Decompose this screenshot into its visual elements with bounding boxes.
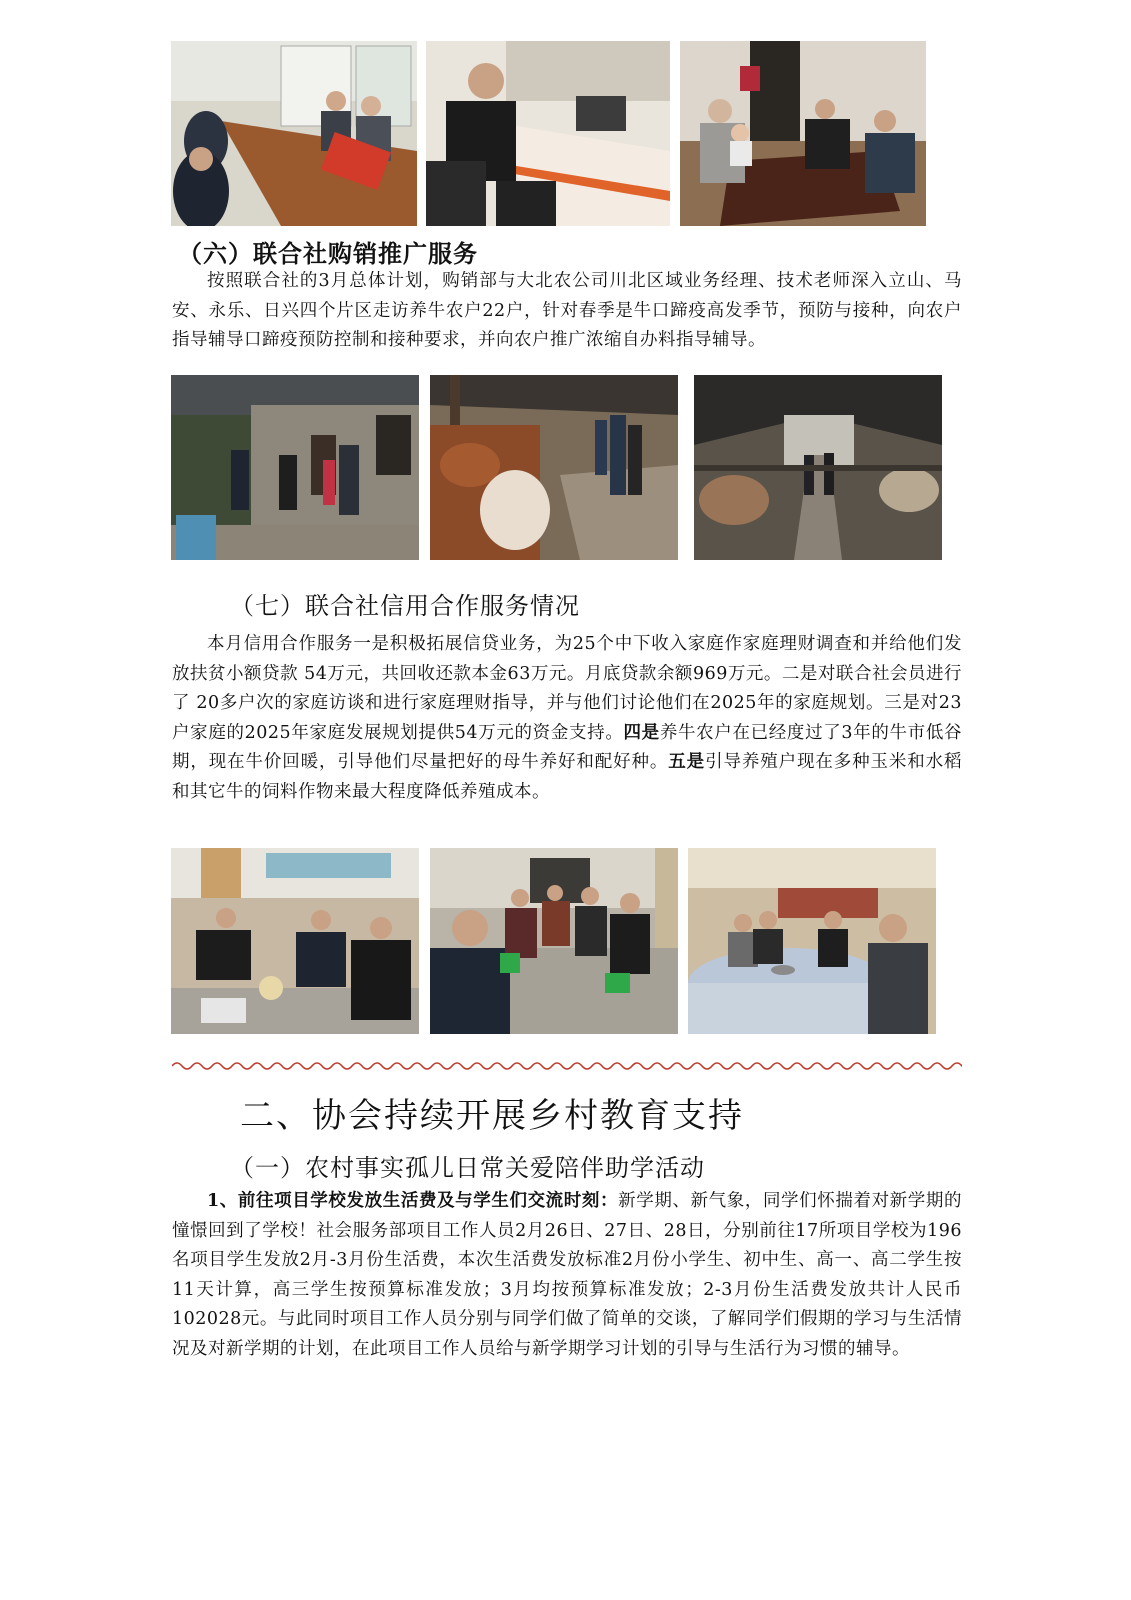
part2-text: 新学期、新气象，同学们怀揣着对新学期的憧憬回到了学校！社会服务部项目工作人员2月26日、27日、28日，分别前往17所项目学校为196名项目学生发放2月-3月份生活费，本次生活费发放标准2月份小学生、初中生、高一、高二学生按11天计算，高三学生按预算标准发放；3月均按预算标准发放；2-3月份生活费发放共计人民币102028元。与此同时项目工作人员分别与同学们做了简单的交谈，了解同学们假期的学习与生活情况及对新学期的计划，在此项目工作人员给与新学期学习计划的引导与生活行为习惯的辅导。	[172, 1191, 963, 1359]
section7-body	[172, 630, 962, 807]
cattle-pen-photo	[430, 375, 678, 560]
wavy-divider	[172, 1058, 962, 1074]
part2-heading: 二、协会持续开展乡村教育支持	[240, 1096, 744, 1136]
service-counter-photo	[426, 41, 670, 226]
cattle-shed-photo	[694, 375, 942, 560]
section7-part1: 本月信用合作服务一是积极拓展信贷业务，为25个中下收入家庭作家庭理财调查和并给他们发放扶贫小额贷款 54万元，共回收还款本金63万元。月底贷款余额969万元。二是对联合社会员进行了 20多户次的家庭访谈和进行家庭理财指导，并与他们讨论他们在2025年的家庭规划。三是对23户家庭的2025年家庭发展规划提供54万元的资金支持。	[172, 634, 962, 743]
section7-part4: 养牛农户在已经度过了3年的牛市低谷期，现在牛价回暖，引导他们尽量把好的母牛养好和配好种。	[172, 722, 963, 772]
part2-subheading: （一）农村事实孤儿日常关爱陪伴助学活动	[230, 1154, 705, 1182]
section6-body	[172, 267, 962, 356]
part2-paragraph	[172, 1187, 962, 1364]
section7-paragraph	[172, 630, 962, 807]
office-meeting-photo	[171, 41, 417, 226]
section7-part5: 引导养殖户现在多种玉米和水稻和其它牛的饲料作物来最大程度降低养殖成本。	[172, 752, 963, 802]
round-table-photo	[688, 848, 936, 1034]
living-room-visit-photo	[171, 848, 419, 1034]
part2-body	[172, 1187, 962, 1364]
part2-lead: 1、前往项目学校发放生活费及与学生们交流时刻：	[207, 1191, 619, 1211]
home-visit-photo	[680, 41, 926, 226]
section7-label5: 五是	[668, 752, 706, 772]
barn-exterior-photo	[171, 375, 419, 560]
section7-label4: 四是	[623, 722, 660, 743]
courtyard-talk-photo	[430, 848, 678, 1034]
section6-heading: （六）联合社购销推广服务	[178, 240, 478, 268]
section7-heading: （七）联合社信用合作服务情况	[230, 592, 580, 620]
section6-paragraph: 按照联合社的3月总体计划，购销部与大北农公司川北区域业务经理、技术老师深入立山、马安、永乐、日兴四个片区走访养牛农户22户，针对春季是牛口蹄疫高发季节，预防与接种，向农户指导辅导口蹄疫预防控制和接种要求，并向农户推广浓缩自办料指导辅导。	[172, 271, 962, 350]
